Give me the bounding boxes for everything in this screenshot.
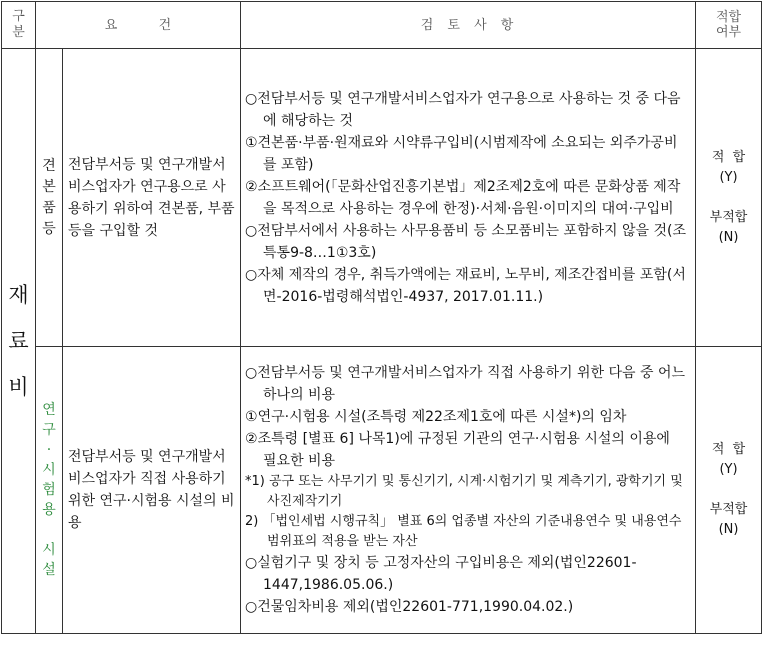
header-suitability-text: 적합 여부	[715, 10, 742, 40]
table-row	[2, 49, 762, 347]
header-row	[2, 2, 762, 49]
requirement-text: 전담부서등 및 연구개발서비스업자가 직접 사용하기 위한 연구·시험용 시설의 비용	[68, 449, 235, 531]
header-suitability	[696, 2, 762, 49]
requirement-text: 전담부서등 및 연구개발서비스업자가 연구용으로 사용하기 위하여 견본품, 부품 등을 구입할 것	[68, 156, 235, 239]
header-category-text: 구 분	[12, 9, 25, 40]
suitable-code: (Y)	[719, 462, 738, 477]
review-cell	[241, 347, 696, 634]
header-review-text: 검 토 사 항	[420, 17, 516, 33]
unsuitable-label: 부적합	[709, 502, 748, 517]
review-item: ○전담부서등 및 연구개발서비스업자가 연구용으로 사용하는 것 중 다음에 해당하는 것	[245, 90, 681, 129]
review-note: 2) 「법인세법 시행규칙」 별표 6의 업종별 자산의 기준내용연수 및 내용연수범위표의 적용을 받는 자산	[245, 514, 682, 549]
header-review	[241, 2, 696, 49]
review-table	[1, 1, 762, 634]
category-main-text: 재 료 비	[8, 283, 29, 399]
suitability-cell	[696, 347, 762, 634]
header-requirement-text: 요 건	[104, 17, 172, 33]
review-item: ①연구·시험용 시설(조특령 제22조제1호에 따른 시설*)의 임차	[245, 409, 627, 425]
review-item: ○건물임차비용 제외(법인22601-771,1990.04.02.)	[245, 599, 574, 615]
sub-category-cell	[36, 49, 63, 347]
unsuitable-label: 부적합	[709, 209, 748, 225]
sub-category-cell	[36, 347, 63, 634]
review-item: ①견본품·부품·원재료와 시약류구입비(시범제작에 소요되는 외주가공비를 포함)	[245, 134, 678, 173]
suitable-label: 적 합	[711, 442, 746, 457]
suitability-cell	[696, 49, 762, 347]
review-cell	[241, 49, 696, 347]
unsuitable-code: (N)	[718, 522, 739, 537]
review-item: ○전담부서등 및 연구개발서비스업자가 직접 사용하기 위한 다음 중 어느 하나의 비용	[245, 365, 686, 403]
review-item: ②소프트웨어(「문화산업진흥기본법」제2조제2호에 따른 문화상품 제작을 목적으로 사용하는 경우에 한정)·서체·음원·이미지의 대여·구입비	[245, 178, 681, 217]
header-requirement	[36, 2, 241, 49]
suitable-code: (Y)	[719, 169, 738, 185]
header-category	[2, 2, 36, 49]
sub-category-text: 견 본 품 등	[42, 157, 56, 237]
requirement-cell	[63, 49, 241, 347]
review-item: ○전담부서에서 사용하는 사무용품비 등 소모품비는 포함하지 않을 것(조특통9-8…1①3호)	[245, 222, 687, 261]
sub-category-text: 연 구 · 시 험 용 시 설	[42, 402, 56, 578]
suitable-label: 적 합	[711, 149, 746, 165]
unsuitable-code: (N)	[718, 229, 739, 245]
category-main-cell	[2, 49, 36, 634]
review-item: ②조특령 [별표 6] 나목1)에 규정된 기관의 연구·시험용 시설의 이용에 필요한 비용	[245, 431, 670, 469]
requirement-cell	[63, 347, 241, 634]
review-item: ○자체 제작의 경우, 취득가액에는 재료비, 노무비, 제조간접비를 포함(서면-2016-법령해석법인-4937, 2017.01.11.)	[245, 266, 686, 305]
review-note: *1) 공구 또는 사무기기 및 통신기기, 시계·시험기기 및 계측기기, 광학기기 및 사진제작기기	[245, 474, 683, 509]
review-item: ○실험기구 및 장치 등 고정자산의 구입비용은 제외(법인22601-1447,1986.05.06.)	[245, 555, 637, 593]
table-row	[2, 347, 762, 634]
